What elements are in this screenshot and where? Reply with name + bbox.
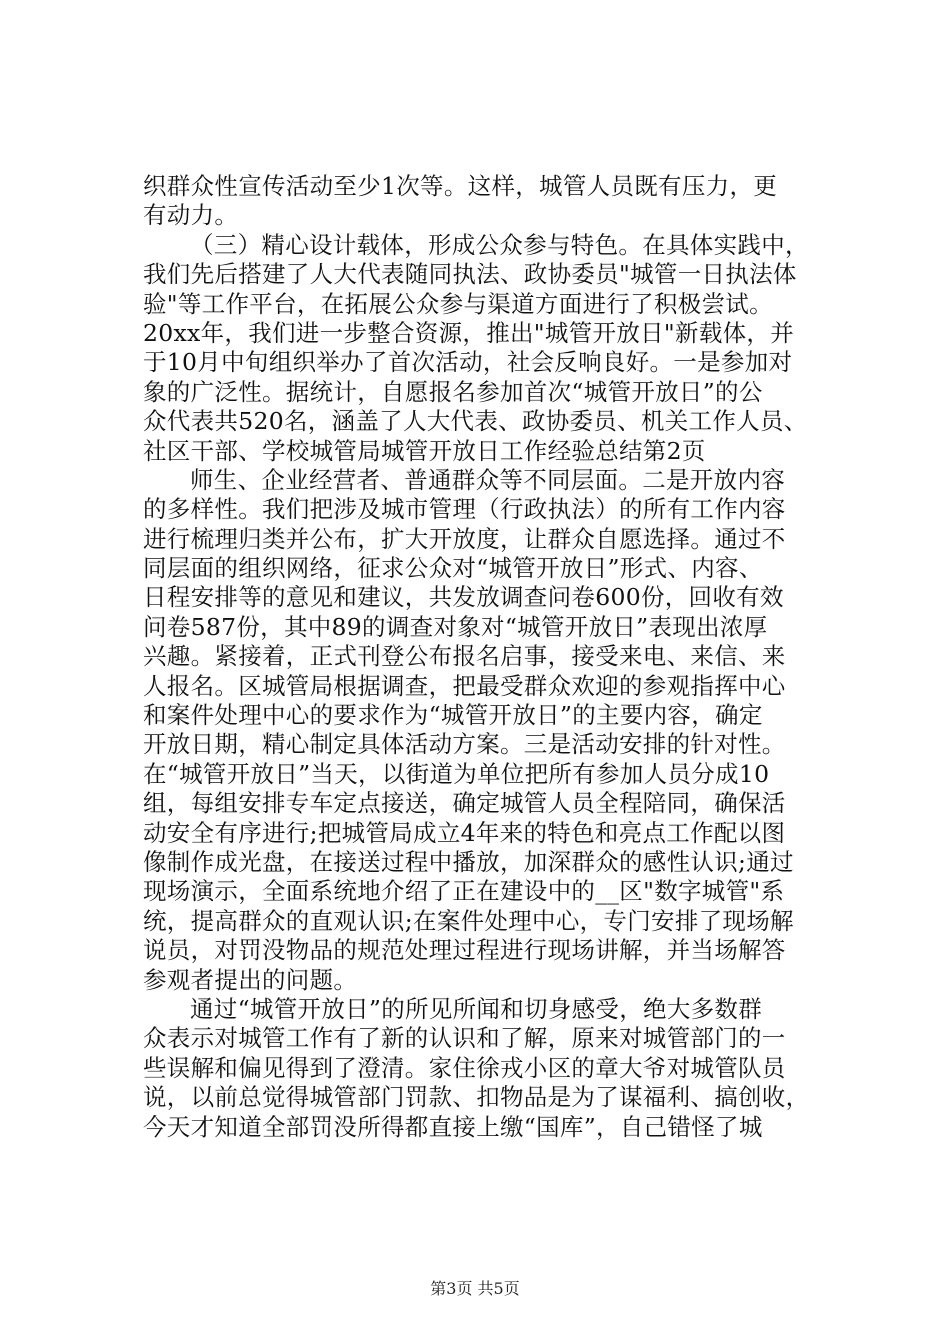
text-line: 进行梳理归类并公布，扩大开放度，让群众自愿选择。通过不	[143, 524, 786, 553]
paragraph-start-line: 师生、企业经营者、普通群众等不同层面。二是开放内容	[190, 465, 785, 494]
text-line: 人报名。区城管局根据调查，把最受群众欢迎的参观指挥中心	[143, 671, 786, 700]
paragraph-start-line: 通过“城管开放日”的所见所闻和切身感受，绝大多数群	[190, 994, 763, 1023]
text-line: 在“城管开放日”当天，以街道为单位把所有参加人员分成10	[143, 759, 770, 788]
text-line: 20xx年，我们进一步整合资源，推出"城管开放日"新载体，并	[143, 318, 795, 347]
text-line: 说，以前总觉得城管部门罚款、扣物品是为了谋福利、搞创收，	[143, 1083, 810, 1112]
document-body	[143, 172, 843, 1142]
text-line: 织群众性宣传活动至少1次等。这样，城管人员既有压力，更	[143, 172, 778, 200]
text-line: 现场演示，全面系统地介绍了正在建设中的__区"数字城管"系	[143, 877, 785, 906]
text-line: 些误解和偏见得到了澄清。家住徐戎小区的章大爷对城管队员	[143, 1053, 786, 1082]
text-line: 我们先后搭建了人大代表随同执法、政协委员"城管一日执法体	[143, 260, 797, 289]
text-line: 社区干部、学校城管局城管开放日工作经验总结第2页	[143, 436, 706, 465]
text-line: 同层面的组织网络，征求公众对“城管开放日”形式、内容、	[143, 554, 763, 583]
text-line: 兴趣。紧接着，正式刊登公布报名启事，接受来电、来信、来	[143, 642, 786, 671]
text-line: 说员，对罚没物品的规范处理过程进行现场讲解，并当场解答	[143, 936, 786, 965]
text-line: 于10月中旬组织举办了首次活动，社会反响良好。一是参加对	[143, 348, 793, 377]
text-line: 有动力。	[143, 201, 239, 230]
text-line: 动安全有序进行;把城管局成立4年来的特色和亮点工作配以图	[143, 818, 786, 847]
text-line: 和案件处理中心的要求作为“城管开放日”的主要内容，确定	[143, 701, 763, 730]
text-line: 象的广泛性。据统计，自愿报名参加首次“城管开放日”的公	[143, 377, 763, 406]
text-line: 问卷587份，其中89的调查对象对“城管开放日”表现出浓厚	[143, 612, 768, 641]
text-line: 今天才知道全部罚没所得都直接上缴“国库”，自己错怪了城	[143, 1112, 763, 1141]
text-line: 开放日期，精心制定具体活动方案。三是活动安排的针对性。	[143, 730, 786, 759]
paragraph-start-line: （三）精心设计载体，形成公众参与特色。在具体实践中，	[190, 230, 809, 259]
text-line: 日程安排等的意见和建议，共发放调查问卷600份，回收有效	[143, 583, 784, 612]
text-line: 众代表共520名，涵盖了人大代表、政协委员、机关工作人员、	[143, 407, 808, 436]
page-number-footer: 第3页 共5页	[430, 1279, 520, 1298]
text-line: 参观者提出的问题。	[143, 965, 358, 994]
text-line: 统，提高群众的直观认识;在案件处理中心，专门安排了现场解	[143, 906, 794, 935]
text-line: 的多样性。我们把涉及城市管理（行政执法）的所有工作内容	[143, 495, 786, 524]
text-line: 验"等工作平台，在拓展公众参与渠道方面进行了积极尝试。	[143, 289, 773, 318]
text-line: 组，每组安排专车定点接送，确定城管人员全程陪同，确保活	[143, 789, 786, 818]
text-line: 像制作成光盘，在接送过程中播放，加深群众的感性认识;通过	[143, 847, 794, 876]
text-line: 众表示对城管工作有了新的认识和了解，原来对城管部门的一	[143, 1024, 786, 1053]
